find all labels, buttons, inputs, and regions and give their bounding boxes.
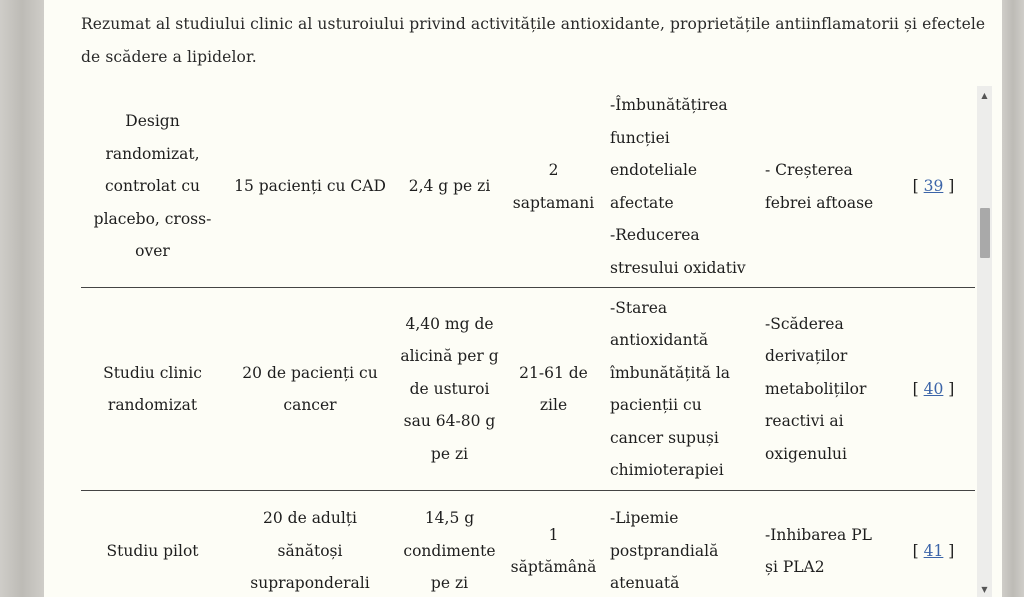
reference-link-41[interactable]: 41 — [923, 541, 944, 560]
dose-cell: 14,5 g condimente pe zi — [403, 509, 496, 593]
reference-cell: [ 40 ] — [892, 288, 975, 491]
outcome-cell: -Starea antioxidantă îmbunătățită la pacienții cu cancer supuși chimioterapiei — [604, 288, 759, 491]
scrollbar-thumb[interactable] — [980, 208, 990, 258]
scroll-up-arrow-icon[interactable]: ▲ — [981, 91, 988, 100]
duration-cell: 2 saptamani — [503, 86, 604, 288]
scroll-down-arrow-icon[interactable]: ▼ — [981, 585, 988, 594]
clinical-study-table — [81, 86, 975, 597]
vertical-scrollbar[interactable] — [977, 86, 992, 597]
outcome-cell: -Lipemie postprandială atenuată — [610, 509, 719, 593]
table-row — [81, 86, 975, 288]
design-cell: Design randomizat, controlat cu placebo, cross- over — [81, 86, 224, 288]
reference-cell: [ 41 ] — [912, 541, 955, 560]
table-row — [81, 491, 975, 597]
reference-cell: [ 39 ] — [892, 86, 975, 288]
design-cell: Studiu pilot — [106, 541, 199, 560]
page-background-left — [0, 0, 44, 597]
subjects-cell: 20 de pacienți cu cancer — [224, 288, 396, 491]
table-caption: Rezumat al studiului clinic al usturoiului privind activitățile antioxidante, proprietățile antiinflamatorii și efectele de scădere a lipidelor. — [81, 15, 986, 66]
page-background-right — [1002, 0, 1024, 597]
dose-cell: 2,4 g pe zi — [396, 86, 503, 288]
duration-cell: 1 săptămână — [510, 525, 597, 576]
reference-link-40[interactable]: 40 — [923, 379, 944, 398]
duration-cell: 21-61 de zile — [503, 288, 604, 491]
reference-link-39[interactable]: 39 — [923, 177, 944, 196]
subjects-cell: 20 de adulți sănătoși supraponderali — [250, 509, 370, 593]
effect-cell: -Scăderea derivaților metaboliților reactivi ai oxigenului — [759, 288, 892, 491]
table-scroll-region[interactable] — [81, 86, 975, 597]
article-card — [44, 0, 1002, 597]
effect-cell: - Creșterea febrei aftoase — [759, 86, 892, 288]
table-row — [81, 288, 975, 491]
subjects-cell: 15 pacienți cu CAD — [224, 86, 396, 288]
dose-cell: 4,40 mg de alicină per g de usturoi sau 64-80 g pe zi — [396, 288, 503, 491]
effect-cell: -Inhibarea PL și PLA2 — [765, 525, 872, 576]
design-cell: Studiu clinic randomizat — [81, 288, 224, 491]
outcome-cell: -Îmbunătățirea funcției endoteliale afectate -Reducerea stresului oxidativ — [604, 86, 759, 288]
